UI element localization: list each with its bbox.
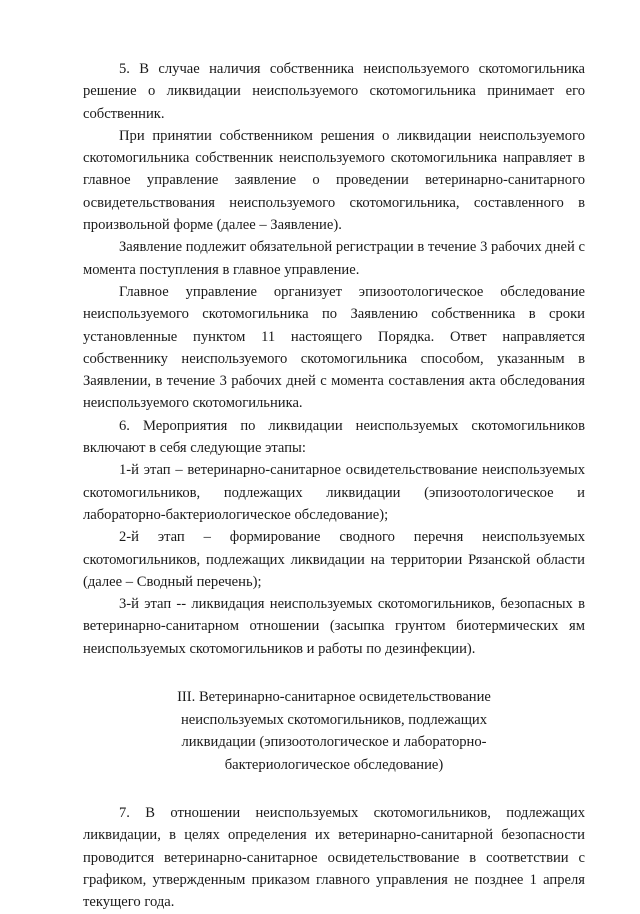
paragraph-5: 5. В случае наличия собственника неиспользуемого скотомогильника решение о ликвидации неиспользуемого скотомогильника принимает его собственник.: [83, 61, 585, 122]
paragraph-owner-decision: При принятии собственником решения о ликвидации неиспользуемого скотомогильника собственник неиспользуемого скотомогильника направляет в главное управление заявление о проведении ветеринарно-санитарного освидетельствования неиспользуемого скотомогильника, составленного в произвольной форме (далее – Заявление).: [83, 127, 585, 234]
document-page: [83, 58, 585, 914]
paragraph-stage-3: 3-й этап -- ликвидация неиспользуемых скотомогильников, безопасных в ветеринарно-санитарном отношении (засыпка грунтом биотермических ям неиспользуемых скотомогильников и работы по дезинфекции).: [83, 596, 585, 657]
paragraph-inspection: Главное управление организует эпизоотологическое обследование неиспользуемого скотомогильника по Заявлению собственника в сроки установленные пунктом 11 настоящего Порядка. Ответ направляется собственнику неиспользуемого скотомогильника способом, указанным в Заявлении, в течение 3 рабочих дней с момента составления акта обследования неиспользуемого скотомогильника.: [83, 283, 585, 412]
paragraph-6: 6. Мероприятия по ликвидации неиспользуемых скотомогильников включают в себя следующие этапы:: [83, 417, 585, 457]
paragraph-stage-2: 2-й этап – формирование сводного перечня неиспользуемых скотомогильников, подлежащих ликвидации на территории Рязанской области (далее – Сводный перечень);: [83, 529, 585, 590]
paragraph-stage-1: 1-й этап – ветеринарно-санитарное освидетельствование неиспользуемых скотомогильников, подлежащих ликвидации (эпизоотологическое и лабораторно-бактериологическое обследование);: [83, 462, 585, 523]
paragraph-7: 7. В отношении неиспользуемых скотомогильников, подлежащих ликвидации, в целях определения их ветеринарно-санитарной безопасности проводится ветеринарно-санитарное освидетельствование в соответствии с графиком, утвержденным приказом главного управления не позднее 1 апреля текущего года.: [83, 805, 585, 911]
paragraph-registration: Заявление подлежит обязательной регистрации в течение 3 рабочих дней с момента поступления в главное управление.: [83, 239, 585, 278]
section-heading: III. Ветеринарно-санитарное освидетельствование неиспользуемых скотомогильников, подлежащих ликвидации (эпизоотологическое и лабораторно-бактериологическое обследование): [177, 689, 491, 773]
